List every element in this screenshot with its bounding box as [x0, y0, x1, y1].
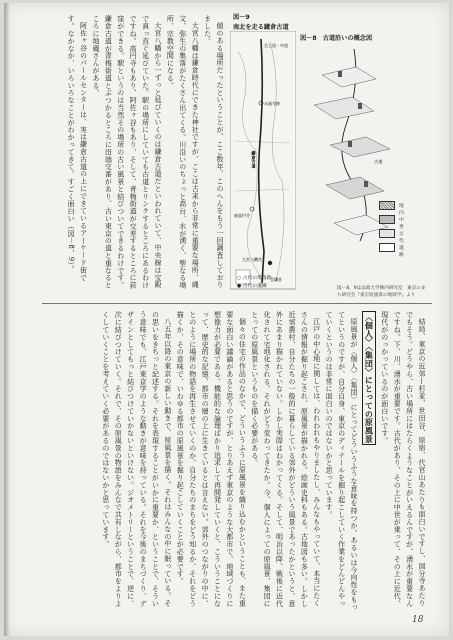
figure-9-number: 図－9 [233, 14, 250, 21]
figure-9-north-label: 至上道・中道 [264, 43, 288, 48]
figure-9-house-label: 大宮八幡宮 [242, 257, 262, 262]
upper-paragraph: 大宮八幡から一ずっと延びていくのは鎌倉古道だといわれていて、中央線は宝殿で真っ直ぐ延びていた。駅の場所にしていても古道とリンクするところにあるわけですね。高円寺もあり、阿佐ヶ谷もあり、そして、青梅街道が交差するところに荻窪ができる。駅というのは当然その場所の古い風景と結びついてできるわけです。鎌倉古道が青梅街道とぶつかるところに田端交番があり、古い東京の道と重なるところに地蔵さんがある。 [91, 15, 162, 289]
upper-paragraph: 値のある場所だったということが、ここ数年、このへんをもう一回調査しておりました。 [203, 15, 224, 289]
legend-swatch-icon [379, 229, 395, 238]
lower-paragraph: 原風景が〈個人〉〈集団〉にとってどういうふうな意味を持つか。あるいは今向性をもってというのですが、自分自身、東京のディテールを掘り起こしていく作業をどんどんやっていくというのは非常に面白いのではないかと思っています。 [325, 311, 358, 611]
figure-8-caption: 図－8，9は法政大学陣内研究室 東京のまち研究会『東京原風景の地域学』より [337, 286, 426, 298]
lower-paragraph: 江戸の中心地に関しては、われわれもやりましたし、みんなもやっていて、本当にたくさんの情報が掘り起こされ、原風景が描かれる。絵画史料もある。古地図も多い。しかし近郊農村、自分たちの一般的に暮らしている郊外がどういう風景であったかというと、意外にあまり描かれていない。しかし実際はわかってくる。そして、明治以降、戦後に近代化されて宅地化される。それがどう変わってきたか。今、個人によっての原風景、集団にとっての原風景というものを描く必要がある。 [250, 311, 321, 607]
upper-paragraph: 大宮八幡は鎌倉時代にできた神社ですが、ここは古来から非常に重要な場所、縄文、弥生の集落がたくさん出てくる。川沿いのちょっと高台、水が湧く、聖なる場所、宗教空間になる。 [166, 15, 200, 289]
book-page: 値のある場所だったということが、ここ数年、このへんをもう一回調査しておりました。 大宮八幡は鎌倉時代にできた神社ですが、ここは古来から非常に重要な場所、縄文、弥生の集落がたくさん出てくる。川沿いのちょっと高台、水が湧く、聖なる場所、宗教空間になる。 大宮八幡から一ずっと延びていくのは鎌倉古道だといわれていて、中央線は宝殿で真っ直ぐ延びていた。駅の場所にしていても古道とリンクするところにあるわけですね。高円寺もあり、阿佐ヶ谷もあり、そして、青梅街道が交差するところに荻窪ができる。駅というのは当然その場所の古い風景と結びついてできるわけです。鎌倉古道が青梅街道とぶつかるところに田端交番があり、古い東京の道と重なるところに地蔵さんがある。 阿佐ヶ谷のパールセンターは、実は鎌倉古道の上にできているアーケード街です。なかなか、いろいろなことがわかってきて、すごく面白い（図－8，9）。 図－9 南北を走る鎌倉古道 至上道・中道 永福寺跡 鎌倉古道 東高円寺 大宮八幡宮 至鎌倉 ○ 古代の集落跡 ● 古代の遺構 図－8 古道沿いの概念図 古道 境内 中世 古代 道路 図－8，9は法政大学陣内研究室 東京のまち研究会『東京原風景の地域学』より 結局、東京の近郊—杉並、世田谷、原宿、代官山あたりも面白いですし、国分寺あたりでもそう。どうやら、古い場所にはたらくようなことがいえるんですが、湧水が重要なんですね。下、川、湧水が重要です。古代があり、その上に中世が乗って、その上に近代、現代がのっかっているのが面白いです。 〈個人〉〈集団〉にとっての原風景 原風景が〈個人〉〈集団〉にとってどういうふうな意味を持つか。あるいは今向性をもってというのですが、自分自身、東京のディテールを掘り起こしていく作業をどんどんやっていくというのは非常に面白いのではないかと思っています。 江戸の中心地に関しては、われわれもやりましたし、みんなもやっていて、本当にたくさんの情報が掘り起こされ、原風景が描かれる。絵画史料もある。古地図も多い。しかし近郊農村、自分たちの一般的に暮らしている郊外がどういう風景であったかというと、意外にあまり描かれていない。しかし実際はわかってくる。そして、明治以降、戦後に近代化されて宅地化される。それがどう変わってきたか。今、個人によっての原風景、集団にとっての原風景というものを描く必要がある。 個々の住宅の作品のなかで、どういうふうに原風景を織り込むかということも、また重要な面白い議論があると思うのですが、とりあえず東京のような大都市で、地域づくりに想像力が必要である。機能的な論理ばかり追求して再開発していくと、こういうことになって、歴史的な記憶、都市の層の上に生きているとは言えない。郊外のつながりの中に、とのように場所の物語を再生させていくのか。自分たちのまちをどう知るか、それをどう描くか、その意味で、いわゆる都市の原風景を掘り起こしていくことが必要です。 八五年以降の東京の新しい動きで、原風景を描く。それはみんなの中に眠っている。その思いをきちっと記述する。それを表現することがいかに重要か、ということで、そういう意味でも、江戸東京学のような動きが意味を持っている。それを今後のまちづくり、デザインとしてもっと結びつけていかないといけない。ジオメトリーということで、逆に、次に結びつけていく。それで、その原風景の物語をみんなで共有しながら、都市をよりよくしていくことを考えていく必要があるのではないかと思っています。 18 [4, 3, 449, 636]
lower-right-paragraph: 結局、東京の近郊—杉並、世田谷、原宿、代官山あたりも面白いですし、国分寺あたりでもそう。どうやら、古い場所にはたらくようなことがいえるんですが、湧水が重要なんですね。下、川、湧水が重要です。古代があり、その上に中世が乗って、その上に近代、現代がのっかっているのが面白いです。 [380, 311, 426, 607]
lower-paragraph: 八五年以降の東京の新しい動きで、原風景を描く。それはみんなの中に眠っている。その思いをきちっと記述する。それを表現することがいかに重要か、ということで、そういう意味でも、江戸東京学のような動きが意味を持っている。それを今後のまちづくり、デザインとしてもっと結びつけていかないといけない。ジオメトリーということで、逆に、次に結びつけていく。それで、その原風景の物語をみんなで共有しながら、都市をよりよくしていくことを考えていく必要があるのではないかと思っています。 [101, 311, 172, 607]
upper-paragraph: 阿佐ヶ谷のパールセンターは、実は鎌倉古道の上にできているアーケード街です。なかなか、いろいろなことがわかってきて、すごく面白い（図－8，9）。 [67, 15, 88, 281]
figure-8-title: 古道沿いの概念図 [322, 35, 373, 42]
figure-9-legend-item: ○ 古代の集落跡 [237, 276, 272, 281]
upper-text-block [14, 15, 226, 293]
legend-open-circle-icon: ○ [237, 276, 242, 281]
section-heading: 〈個人〉〈集団〉にとっての原風景 [362, 311, 376, 611]
legend-swatch-icon [379, 215, 395, 224]
figure-9-station-label: 東高円寺 [234, 213, 250, 218]
figure-9-place-label: 永福寺跡 [264, 101, 280, 106]
page-fold-shadow [4, 3, 10, 636]
legend-filled-circle-icon: ● [237, 284, 242, 289]
figure-9-map [230, 31, 296, 291]
figure-9-road-label: 鎌倉古道 [251, 151, 257, 168]
section-divider [42, 303, 432, 304]
figure-8-label [300, 33, 372, 42]
lower-paragraph: 個々の住宅の作品のなかで、どういうふうに原風景を織り込むかということも、また重要な面白い議論があると思うのですが、とりあえず東京のような大都市で、地域づくりに想像力が必要である。機能的な論理ばかり追求して再開発していくと、こういうことになって、歴史的な記憶、都市の層の上に生きているとは言えない。郊外のつながりの中に、とのように場所の物語を再生させていくのか。自分たちのまちをどう知るか、それをどう描くか、その意味で、いわゆる都市の原風景を掘り起こしていくことが必要です。 [176, 311, 247, 607]
legend-swatch-icon [379, 201, 395, 210]
figure-9-legend-item: ● 古代の遺構 [237, 284, 267, 289]
figure-8-road-label: 古道 [374, 159, 383, 164]
figure-9-south-label: 至鎌倉 [270, 277, 282, 282]
figure-8-number: 図－8 [300, 35, 317, 42]
figure-9-title [233, 22, 289, 31]
page-number: 18 [412, 615, 424, 625]
legend-swatch-icon [379, 243, 395, 252]
figure-9-title-text: 南北を走る鎌倉古道 [233, 24, 289, 31]
lower-text-block [14, 311, 428, 611]
figure-9-label [233, 12, 250, 21]
